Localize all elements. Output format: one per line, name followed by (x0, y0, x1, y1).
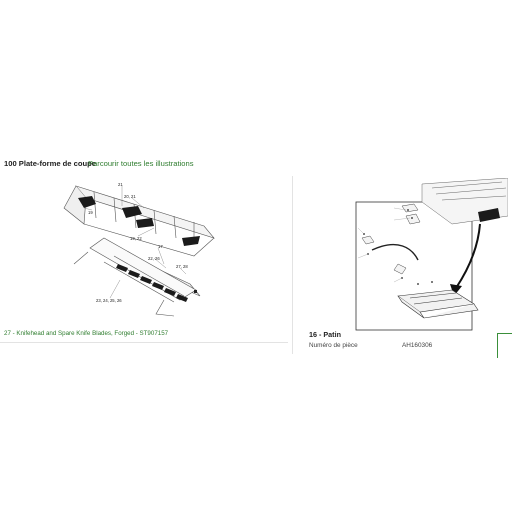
callout-label[interactable]: 19 (88, 210, 93, 215)
panel-divider (292, 176, 293, 354)
part-number-value: AH160306 (402, 342, 433, 349)
callout-label[interactable]: 23, 24, 25, 26 (96, 298, 122, 303)
illustration-platform-exploded[interactable] (4, 178, 286, 324)
breadcrumb-bar (0, 156, 512, 172)
add-to-list-button[interactable] (497, 333, 512, 358)
callout-label[interactable]: 20, 21 (124, 194, 136, 199)
callout-label[interactable]: 22, 26 (148, 256, 160, 261)
section-divider (0, 342, 288, 343)
illustration-skid-detail[interactable] (302, 178, 508, 336)
callout-label[interactable]: 19, 22 (130, 236, 142, 241)
browse-all-illustrations-link[interactable]: Parcourir toutes les illustrations (88, 159, 194, 168)
breadcrumb[interactable]: 100 Plate-forme de coupe (4, 159, 97, 168)
callout-label[interactable]: 21 (118, 182, 123, 187)
callout-label[interactable]: 27, 28 (176, 264, 188, 269)
callout-label[interactable]: 17 (158, 244, 163, 249)
part-number-label: Numéro de pièce (309, 342, 358, 349)
part-title: 16 - Patin (309, 330, 341, 339)
part-caption-link[interactable]: 27 - Knifehead and Spare Knife Blades, Forged - ST907157 (4, 330, 169, 337)
